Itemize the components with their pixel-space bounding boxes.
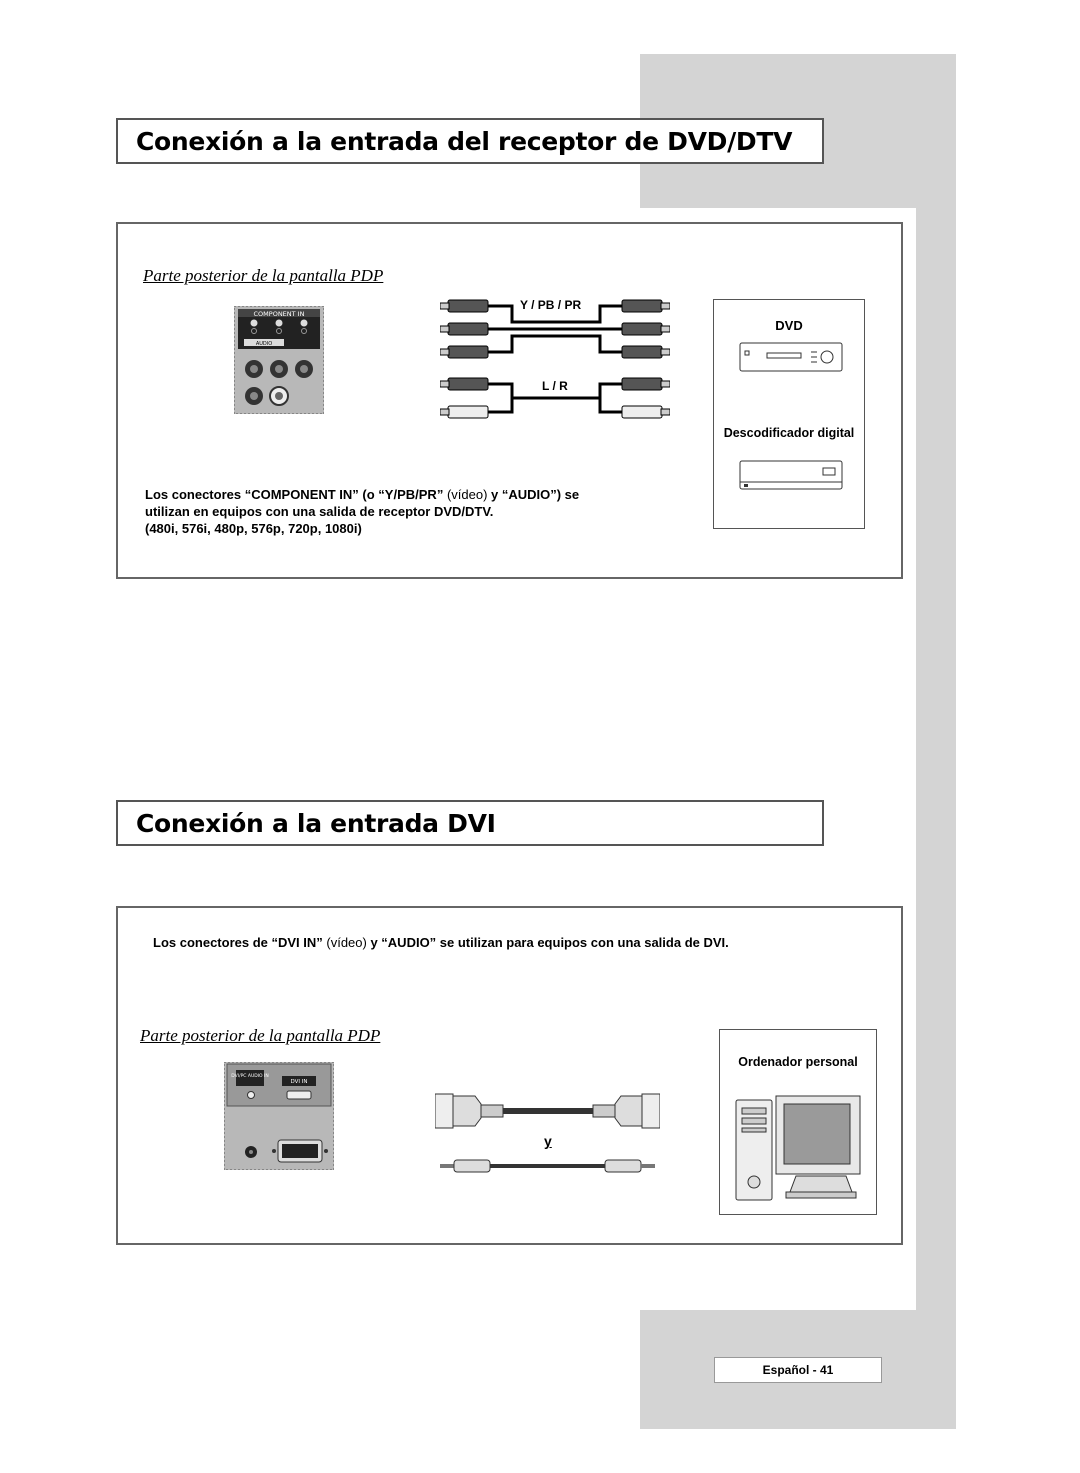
section2-description xyxy=(153,934,873,951)
section2-desc-video: (vídeo) xyxy=(322,935,371,950)
audio-cable xyxy=(440,1158,655,1174)
page-number: Español - 41 xyxy=(714,1357,882,1383)
section1-title: Conexión a la entrada del receptor de DVD/DTV xyxy=(116,118,824,164)
audio-label: AUDIO xyxy=(255,341,273,347)
section1-desc-line1-a: Los conectores “COMPONENT IN” (o “Y/PB/PR” xyxy=(145,487,444,502)
pc-label: Ordenador personal xyxy=(738,1055,858,1069)
section1-desc-line1 xyxy=(145,486,705,503)
cable-label-ypbpr: Y / PB / PR xyxy=(520,298,582,312)
section2-subheading: Parte posterior de la pantalla PDP xyxy=(140,1026,381,1045)
section2-desc-a: Los conectores de “DVI IN” xyxy=(153,935,323,950)
component-in-panel xyxy=(234,306,324,414)
section1-desc-line1-c: y “AUDIO”) se xyxy=(491,487,580,502)
section2-title: Conexión a la entrada DVI xyxy=(116,800,824,846)
section1-subheading: Parte posterior de la pantalla PDP xyxy=(143,266,384,285)
section1-description xyxy=(145,486,705,537)
dvi-in-panel xyxy=(224,1062,334,1170)
section2-desc-c: y “AUDIO” se utilizan para equipos con una salida de DVI. xyxy=(370,935,729,950)
dvd-label: DVD xyxy=(775,318,803,333)
section1-desc-line3: (480i, 576i, 480p, 576p, 720p, 1080i) xyxy=(145,521,362,536)
cable-label-lr: L / R xyxy=(542,379,568,393)
section1-desc-line2: utilizan en equipos con una salida de receptor DVD/DTV. xyxy=(145,504,494,519)
decoder-label: Descodificador digital xyxy=(723,426,855,440)
dvi-pc-audio-label: DVI/PC AUDIO IN xyxy=(231,1074,269,1079)
cable-conjunction: y xyxy=(544,1133,552,1149)
component-cables xyxy=(440,296,670,420)
right-gray-band xyxy=(916,54,956,1429)
pc-device-box xyxy=(719,1029,877,1215)
section1-desc-video: (vídeo) xyxy=(443,487,492,502)
computer-icon xyxy=(734,1092,866,1204)
dvi-in-label: DVI IN xyxy=(290,1079,308,1085)
dvi-cable xyxy=(435,1088,660,1134)
dvd-player-icon xyxy=(739,342,843,372)
component-in-label: COMPONENT IN xyxy=(253,310,305,318)
dvd-device-box xyxy=(713,299,865,529)
set-top-box-icon xyxy=(739,460,843,490)
